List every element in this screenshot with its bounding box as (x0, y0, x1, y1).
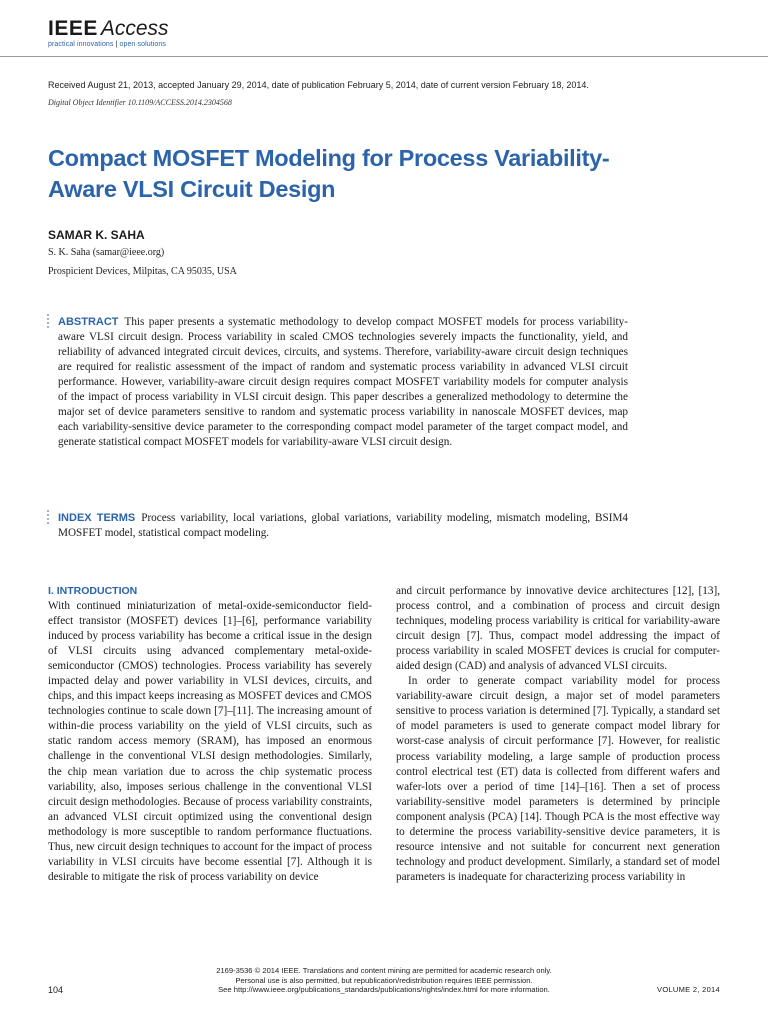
tagline-separator: | (115, 41, 118, 48)
index-terms (58, 511, 628, 541)
index-terms-heading: INDEX TERMS (58, 512, 136, 524)
tagline-right: open solutions (119, 41, 166, 48)
column-left (48, 584, 372, 885)
copyright-line-2: Personal use is also permitted, but republication/redistribution requires IEEE permission. (235, 975, 533, 985)
abstract (58, 315, 628, 450)
brand-access: Access (100, 17, 169, 40)
copyright-notice (0, 966, 768, 995)
abstract-text: This paper presents a systematic methodology to develop compact MOSFET models for process variability-aware VLSI circuit design. Process variability in scaled CMOS technologies severely impacts the functionality, yield, and reliability of advanced integrated circuit devices, circuits, and systems. Therefore, variability-aware circuit design techniques are required for realistic assessment of the impact of random and systematic process variability in advanced VLSI circuit performance. However, variability-aware circuit design requires compact MOSFET variability models for computer analysis of the impact of process variability in VLSI circuit design. This paper describes a generalized methodology to determine the major set of device parameters sensitive to random and systematic process variability in nanoscale MOSFET devices, map each variability-sensitive device parameter to the corresponding compact model parameter of the target compact model, and generate statistical compact MOSFET models for variability-aware VLSI circuit design. (58, 316, 628, 448)
paper-title: Compact MOSFET Modeling for Process Variability-Aware VLSI Circuit Design (48, 145, 610, 202)
journal-tagline (48, 41, 169, 48)
section-heading: I. INTRODUCTION (48, 585, 138, 597)
tagline-left: practical innovations (48, 41, 114, 48)
index-terms-text: Process variability, local variations, global variations, variability modeling, mismatch modeling, BSIM4 MOSFET model, statistical compact modeling. (58, 512, 628, 539)
journal-logo (48, 18, 169, 48)
page-number: 104 (48, 985, 64, 995)
index-terms-marker-icon (46, 510, 50, 526)
doi-line: Digital Object Identifier 10.1109/ACCESS.2014.2304568 (48, 98, 232, 107)
abstract-marker-icon (46, 314, 50, 330)
copyright-line-1: 2169-3536 © 2014 IEEE. Translations and content mining are permitted for academic research only. (216, 966, 552, 975)
brand-ieee: IEEE (48, 17, 98, 40)
intro-paragraph-1-continued: and circuit performance by innovative device architectures [12], [13], process control, and a combination of process and circuit design techniques, modeling process variability is critical for variability-aware circuit design [7]. Thus, compact model addressing the impact of process variability in scaled MOSFET devices is crucial for computer-aided design (CAD) and analysis of advanced VLSI circuits. (396, 585, 720, 673)
header-rule (0, 56, 768, 57)
abstract-heading: ABSTRACT (58, 316, 119, 328)
intro-paragraph-2: In order to generate compact variability model for process variability-aware circuit design, a major set of model parameters sensitive to process variation is determined [7]. Typically, a standard set of model parameters is used to generate compact model library for worst-case analysis of circuit performance [7]. However, for realistic process variability modeling, a large sample of production process control electrical test (ET) data is collected from different wafers and wafer-lots over a period of time [14]–[16]. Then a set of process variability-sensitive model parameters is determined by principle component analysis (PCA) [14]. Though PCA is the most effective way to determine the process variability-sensitive device parameters, it is resource intensive and not suitable for concurrent next generation technology and product development. Similarly, a standard set of model parameters is inadequate for characterizing process variability in (396, 675, 720, 883)
volume-label: VOLUME 2, 2014 (657, 985, 720, 994)
received-dates: Received August 21, 2013, accepted January 29, 2014, date of publication February 5, 2014, date of current version February 18, 2014. (48, 80, 589, 90)
column-right (396, 584, 720, 885)
author-name: SAMAR K. SAHA (48, 228, 145, 242)
author-email: S. K. Saha (samar@ieee.org) (48, 247, 165, 258)
author-address: Prospicient Devices, Milpitas, CA 95035, USA (48, 266, 237, 277)
copyright-line-3: See http://www.ieee.org/publications_standards/publications/rights/index.html for more information. (218, 985, 550, 995)
intro-paragraph-1: With continued miniaturization of metal-oxide-semiconductor field-effect transistor (MOSFET) devices [1]–[6], performance variability induced by process variability has become a critical issue in the design of VLSI circuits using advanced complementary metal-oxide-semiconductor (CMOS) technologies. Process variability has severely impacted delay and power variability in VLSI devices, circuits, and chips, and this impact keeps increasing as MOSFET devices and CMOS technologies continue to scale down [7]–[11]. The increasing amount of within-die process variability on the yield of VLSI circuits, such as static random access memory (SRAM), has imposed an enormous challenge in the conventional VLSI design methodologies. Similarly, the chip mean variation due to across the chip systematic process variability, also, imposes serious challenge in the conventional VLSI circuit design methodologies. Because of process variability constraints, an advanced VLSI circuit optimized using the conventional design methodology is more susceptible to random performance fluctuations. Thus, new circuit design techniques to account for the impact of process variability in VLSI circuits have become essential [7]. Although it is desirable to mitigate the risk of process variability on device (48, 600, 372, 883)
journal-brand (48, 18, 169, 40)
